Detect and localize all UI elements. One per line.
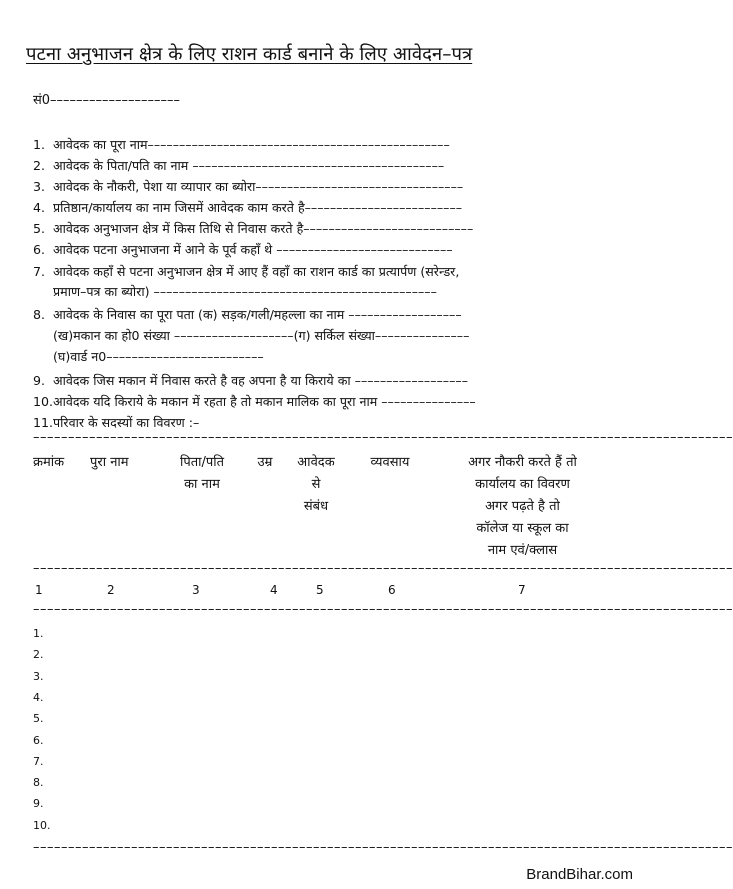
form-field-8-continuation[interactable]: (घ)वार्ड न0––––––––––––––––––––––––– [53,349,264,364]
column-number: 5 [316,583,324,597]
column-header-line: क्रमांक [33,455,65,470]
field-label: आवेदक जिस मकान में निवास करते है वह अपना है या किराये का –––––––––––––––––– [53,373,468,388]
field-label: आवेदक का पूरा नाम–––––––––––––––––––––––––––––––––––––––––––––––– [53,137,450,152]
table-row[interactable]: 4. [33,690,44,704]
serial-number-field[interactable]: सं0–––––––––––––––––––– [33,93,181,108]
column-header-line: नाम एवं/क्लास [487,543,558,558]
table-row[interactable]: 9. [33,797,44,811]
column-header-1 [33,452,89,474]
column-header-line: आवेदक [297,455,335,470]
column-header-line: व्यवसाय [370,455,410,470]
table-row[interactable]: 8. [33,776,44,790]
table-row[interactable]: 10. [33,818,51,832]
column-header-3 [162,452,242,496]
field-label: आवेदक पटना अनुभाजना में आने के पूर्व कहाँ थे –––––––––––––––––––––––––––– [53,242,453,257]
divider: –––––––––––––––––––––––––––––––––––––––––––––––––––––––––––––––––––––––––––––––––––––––––––––––––––– [33,561,733,576]
column-header-line: कार्यालय का विवरण [475,477,570,492]
column-header-line: का नाम [184,477,220,492]
table-row[interactable]: 2. [33,648,44,662]
divider: –––––––––––––––––––––––––––––––––––––––––––––––––––––––––––––––––––––––––––––––––––––––––––––––––––– [33,602,733,617]
field-number: 1. [33,137,46,152]
column-header-line: पुरा नाम [90,455,129,470]
column-header-line: पिता/पति [179,455,225,470]
column-number: 4 [270,583,278,597]
column-header-line: अगर पढ़ते है तो [485,499,560,514]
column-number: 7 [518,583,526,597]
field-label: आवेदक यदि किराये के मकान में रहता है तो मकान मालिक का पूरा नाम ––––––––––––––– [53,394,476,409]
form-field-2[interactable] [33,156,444,176]
field-label: आवेदक कहाँ से पटना अनुभाजन क्षेत्र में आए हैं वहाँ का राशन कार्ड का प्रत्यार्पण (सरेन्डर, [53,264,460,279]
form-field-8[interactable] [33,305,462,325]
field-number: 11. [33,415,54,430]
column-header-7 [435,452,610,562]
column-header-4 [250,452,280,474]
column-header-line: संबंध [303,499,329,514]
column-header-line: उम्र [257,455,273,470]
field-number: 6. [33,242,46,257]
table-row[interactable]: 5. [33,712,44,726]
form-field-9[interactable] [33,371,468,391]
form-field-6[interactable] [33,240,453,260]
field-number: 5. [33,221,46,236]
table-row[interactable]: 6. [33,733,44,747]
column-header-6 [355,452,425,474]
column-number: 3 [192,583,200,597]
form-field-10[interactable] [33,392,476,412]
field-label: आवेदक अनुभाजन क्षेत्र में किस तिथि से निवास करते है––––––––––––––––––––––––––– [53,221,474,236]
field-number: 7. [33,264,46,279]
divider: –––––––––––––––––––––––––––––––––––––––––––––––––––––––––––––––––––––––––––––––––––––––––––––––––––– [33,430,733,445]
field-number: 9. [33,373,46,388]
form-field-1[interactable] [33,135,450,155]
column-number: 2 [107,583,115,597]
column-header-5 [285,452,347,518]
field-number: 10. [33,394,54,409]
divider: –––––––––––––––––––––––––––––––––––––––––––––––––––––––––––––––––––––––––––––––––––––––––––––––––––– [33,840,733,855]
column-header-2 [90,452,154,474]
field-number: 2. [33,158,46,173]
field-label: आवेदक के पिता/पति का नाम –––––––––––––––––––––––––––––––––––––––– [53,158,445,173]
column-header-line: अगर नौकरी करते हैं तो [468,455,577,470]
field-number: 8. [33,307,46,322]
form-field-3[interactable] [33,177,463,197]
table-row[interactable]: 3. [33,669,44,683]
form-field-4[interactable] [33,198,462,218]
form-field-5[interactable] [33,219,473,239]
form-field-8-continuation[interactable]: (ख)मकान का हो0 संख्या –––––––––––––––––––(ग) सर्किल संख्या––––––––––––––– [53,328,470,343]
field-label: आवेदक के नौकरी, पेशा या व्यापार का ब्योरा––––––––––––––––––––––––––––––––– [53,179,464,194]
form-title: पटना अनुभाजन क्षेत्र के लिए राशन कार्ड बनाने के लिए आवेदन–पत्र [26,44,473,65]
column-number: 6 [388,583,396,597]
column-header-line: कॉलेज या स्कूल का [476,521,569,536]
field-label: आवेदक के निवास का पूरा पता (क) सड़क/गली/महल्ला का नाम –––––––––––––––––– [53,307,462,322]
field-number: 3. [33,179,46,194]
column-header-line: से [311,477,321,492]
brand-watermark: BrandBihar.com [526,866,633,883]
field-label: प्रतिष्ठान/कार्यालय का नाम जिसमें आवेदक काम करते है––––––––––––––––––––––––– [53,200,463,215]
form-field-7[interactable] [33,262,459,282]
column-number: 1 [35,583,43,597]
form-field-7-continuation[interactable]: प्रमाण–पत्र का ब्योरा) ––––––––––––––––––––––––––––––––––––––––––––– [53,284,437,299]
field-number: 4. [33,200,46,215]
table-row[interactable]: 1. [33,627,44,640]
field-label: परिवार के सदस्यों का विवरण :– [53,415,200,430]
table-row[interactable]: 7. [33,754,44,768]
